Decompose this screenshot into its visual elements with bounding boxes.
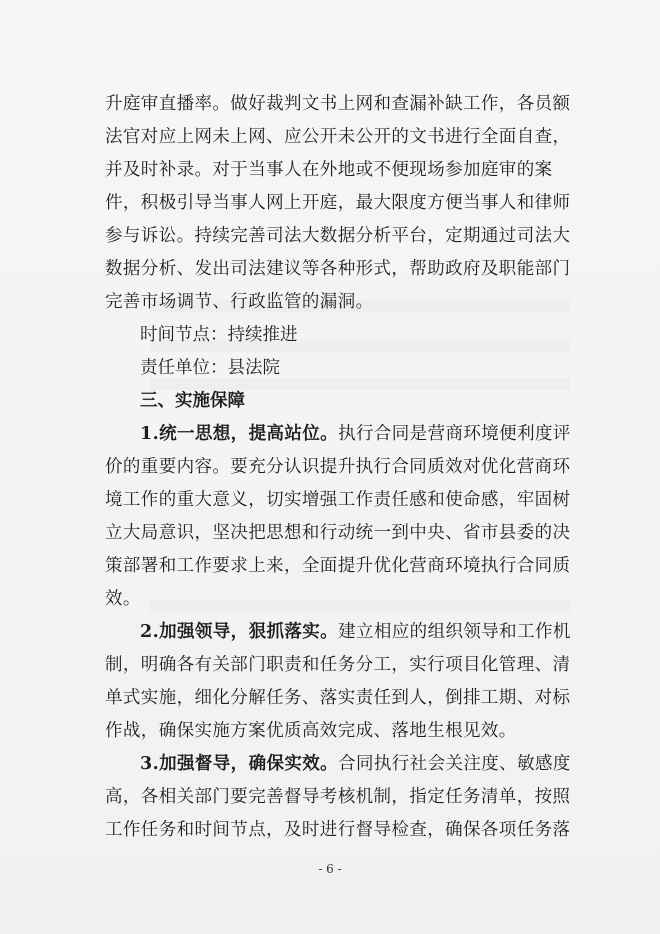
text-line: 参与诉讼。持续完善司法大数据分析平台，定期通过司法大 (105, 226, 571, 246)
text-line: 数据分析、发出司法建议等各种形式，帮助政府及职能部门 (105, 259, 571, 279)
text-line: 升庭审直播率。做好裁判文书上网和查漏补缺工作，各员额 (105, 94, 571, 114)
item-text: 合同执行社会关注度、敏感度 (338, 754, 571, 774)
text-line: 制，明确各有关部门职责和任务分工，实行项目化管理、清 (105, 655, 571, 675)
item-text: 建立相应的组织领导和工作机 (338, 622, 571, 642)
paragraph-item-2 (105, 616, 571, 748)
text-line: 单式实施，细化分解任务、落实责任到人，倒排工期、对标 (105, 688, 571, 708)
task-meta (105, 319, 565, 385)
text-line: 法官对应上网未上网、应公开未公开的文书进行全面自查， (105, 127, 571, 147)
item-first-line (105, 616, 571, 649)
item-lead: 3.加强督导，确保实效。 (140, 754, 339, 774)
paragraph-item-3 (105, 748, 571, 847)
text-line: 策部署和工作要求上来，全面提升优化营商环境执行合同质 (105, 556, 571, 576)
text-line: 立大局意识，坚决把思想和行动统一到中央、省市县委的决 (105, 523, 571, 543)
item-text: 执行合同是营商环境便利度评 (338, 424, 571, 444)
text-line: 件，积极引导当事人网上开庭，最大限度方便当事人和律师 (105, 193, 571, 213)
text-line: 工作任务和时间节点，及时进行督导检查，确保各项任务落 (105, 820, 571, 840)
paragraph-item-1 (105, 418, 571, 616)
item-first-line (105, 418, 571, 451)
item-first-line (105, 748, 571, 781)
paragraph-court-measures (105, 88, 571, 319)
text-line: 并及时补录。对于当事人在外地或不便现场参加庭审的案 (105, 160, 553, 180)
time-node: 时间节点：持续推进 (140, 325, 298, 345)
text-line: 高，各相关部门要完善督导考核机制，指定任务清单，按照 (105, 787, 571, 807)
text-line: 效。 (105, 589, 141, 609)
item-lead: 1.统一思想，提高站位。 (140, 424, 339, 444)
text-line: 价的重要内容。要充分认识提升执行合同质效对优化营商环 (105, 457, 571, 477)
item-lead: 2.加强领导，狠抓落实。 (140, 622, 339, 642)
page-number: - 6 - (318, 862, 342, 876)
text-line: 完善市场调节、行政监管的漏洞。 (105, 292, 374, 312)
section-title: 三、实施保障 (140, 391, 245, 411)
text-line: 作战，确保实施方案优质高效完成、落地生根见效。 (105, 721, 517, 741)
responsible-unit: 责任单位：县法院 (140, 358, 280, 378)
text-line: 境工作的重大意义，切实增强工作责任感和使命感，牢固树 (105, 490, 571, 510)
document-body (105, 88, 571, 847)
